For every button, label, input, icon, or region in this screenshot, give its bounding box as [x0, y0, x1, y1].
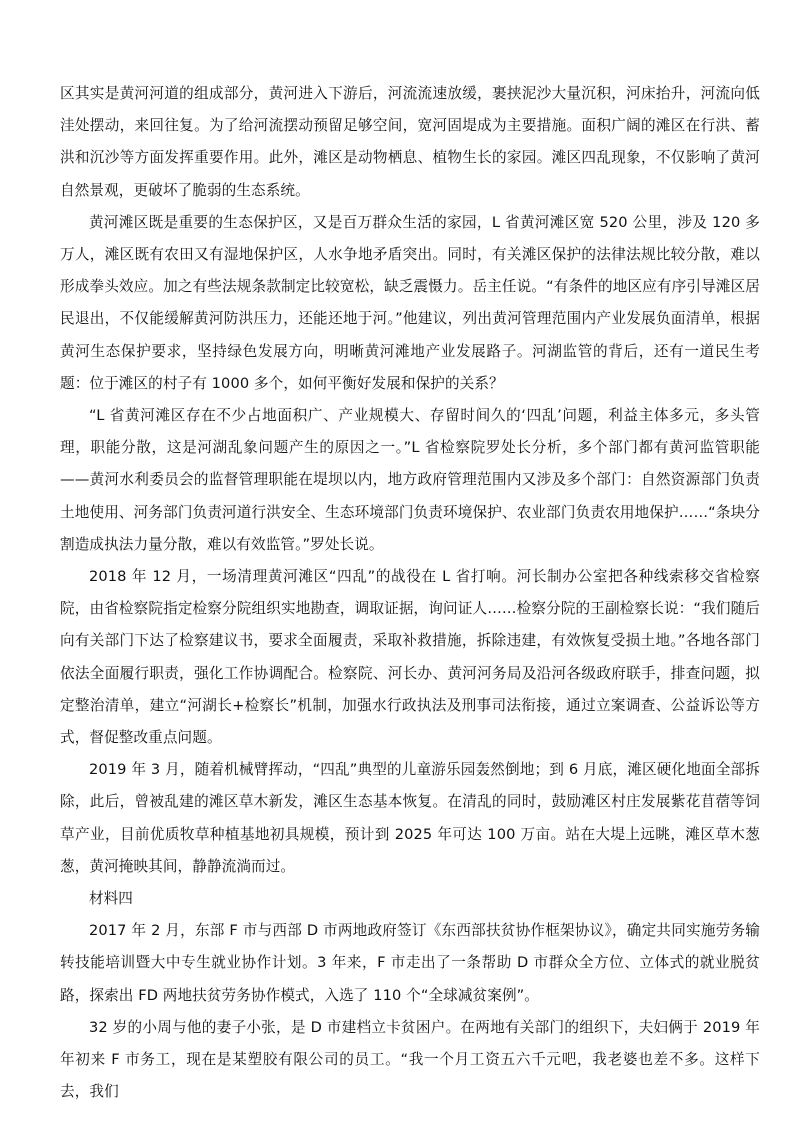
- paragraph-7: 32 岁的小周与他的妻子小张，是 D 市建档立卡贫困户。在两地有关部门的组织下，夫妇俩于 2019 年年初来 F 市务工，现在是某塑胶有限公司的员工。“我一个月工资五六千元吧，我老婆也差不多。这样下去，我们: [60, 1018, 760, 1101]
- paragraph-5: 2019 年 3 月，随着机械臂挥动，“四乱”典型的儿童游乐园轰然倒地；到 6 月底，滩区硬化地面全部拆除，此后，曾被乱建的滩区草木新发，滩区生态基本恢复。在清乱的同时，鼓励滩区村庄发展紫花苜蓿等饲草产业，目前优质牧草种植基地初具规模，预计到 2025 年可达 100 万亩。站在大堤上远眺，滩区草木葱葱，黄河掩映其间，静静流淌而过。: [60, 761, 760, 875]
- paragraph-6: 2017 年 2 月，东部 F 市与西部 D 市两地政府签订《东西部扶贫协作框架协议》，确定共同实施劳务输转技能培训暨大中专生就业协作计划。3 年来，F 市走出了一条帮助 D 市群众全方位、立体式的就业脱贫路，探索出 FD 两地扶贫劳务协作模式，入选了 110 个“全球减贫案例”。: [60, 922, 760, 1004]
- paragraph-3: “L 省黄河滩区存在不少占地面积广、产业规模大、存留时间久的‘四乱’问题，利益主体多元，多头管理，职能分散，这是河湖乱象问题产生的原因之一。”L 省检察院罗处长分析，多个部门都有黄河监管职能——黄河水利委员会的监督管理职能在堤坝以内，地方政府管理范围内又涉及多个部门：自然资源部门负责土地使用、河务部门负责河道行洪安全、生态环境部门负责环境保护、农业部门负责农用地保护……“条块分割造成执法力量分散，难以有效监管。”罗处长说。: [60, 407, 760, 553]
- paragraph-4: 2018 年 12 月，一场清理黄河滩区“四乱”的战役在 L 省打响。河长制办公室把各种线索移交省检察院，由省检察院指定检察分院组织实地勘查，调取证据，询问证人……检察分院的王副检察长说：“我们随后向有关部门下达了检察建议书，要求全面履责，采取补救措施，拆除违建，有效恢复受损土地。”各地各部门依法全面履行职责，强化工作协调配合。检察院、河长办、黄河河务局及沿河各级政府联手，排查问题，拟定整治清单，建立“河湖长+检察长”机制，加强水行政执法及刑事司法衔接，通过立案调查、公益诉讼等方式，督促整改重点问题。: [60, 568, 760, 747]
- paragraph-1: 区其实是黄河河道的组成部分，黄河进入下游后，河流流速放缓，裹挟泥沙大量沉积，河床抬升，河流向低洼处摆动，来回往复。为了给河流摆动预留足够空间，宽河固堤成为主要措施。面积广阔的滩区在行洪、蓄洪和沉沙等方面发挥重要作用。此外，滩区是动物栖息、植物生长的家园。滩区四乱现象，不仅影响了黄河自然景观，更破坏了脆弱的生态系统。: [60, 85, 760, 199]
- section-heading: 材料四: [89, 890, 133, 908]
- document-page: [60, 78, 760, 1109]
- paragraph-2: 黄河滩区既是重要的生态保护区，又是百万群众生活的家园，L 省黄河滩区宽 520 公里，涉及 120 多万人，滩区既有农田又有湿地保护区，人水争地矛盾突出。同时，有关滩区保护的法律法规比较分散，难以形成拳头效应。加之有些法规条款制定比较宽松，缺乏震慑力。岳主任说。“有条件的地区应有序引导滩区居民退出，不仅能缓解黄河防洪压力，还能还地于河。”他建议，列出黄河管理范围内产业发展负面清单，根据黄河生态保护要求，坚持绿色发展方向，明晰黄河滩地产业发展路子。河湖监管的背后，还有一道民生考题：位于滩区的村子有 1000 多个，如何平衡好发展和保护的关系？: [60, 213, 760, 392]
